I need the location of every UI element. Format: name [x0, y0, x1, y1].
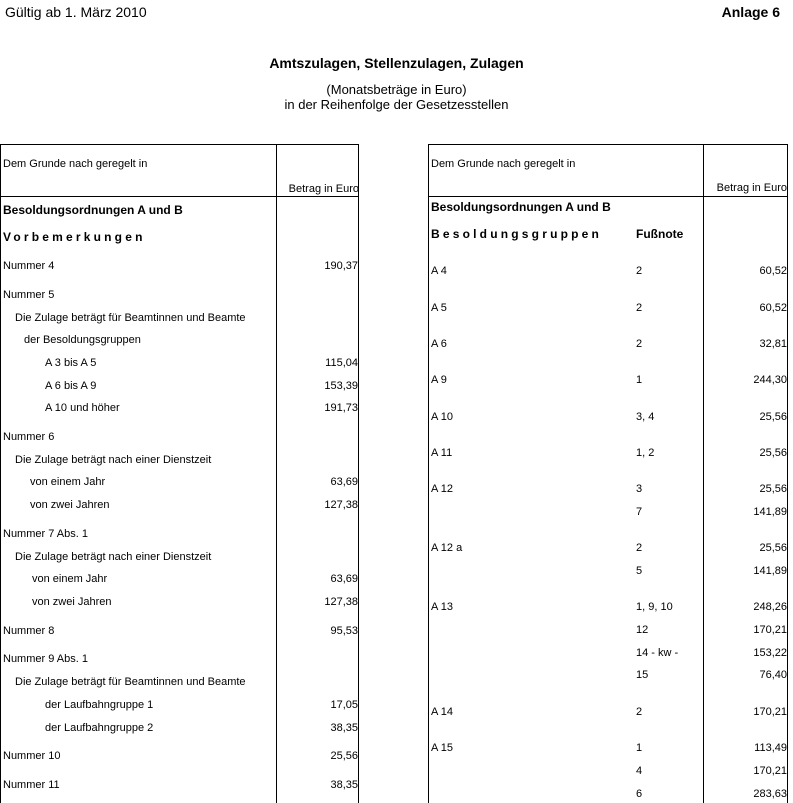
left-row-amount: 38,35 — [330, 722, 358, 734]
right-row-footnote: 6 — [636, 788, 643, 800]
left-row-label: von zwei Jahren — [30, 499, 110, 511]
left-section-title: Besoldungsordnungen A und B — [3, 203, 183, 217]
right-row-amount: 32,81 — [759, 338, 787, 350]
right-row-amount: 25,56 — [759, 447, 787, 459]
left-row-label: Die Zulage beträgt für Beamtinnen und Beamte — [15, 312, 246, 324]
left-row-amount: 115,04 — [325, 357, 358, 369]
right-row-footnote: 14 - kw - — [636, 647, 679, 659]
left-row-amount: 63,69 — [330, 573, 358, 585]
right-row-group: A 9 — [431, 374, 447, 386]
left-row-amount: 25,56 — [330, 750, 358, 762]
right-row-footnote: 12 — [636, 624, 649, 636]
right-row-amount: 25,56 — [759, 483, 787, 495]
left-row-amount: 127,38 — [324, 499, 358, 511]
right-row-amount: 25,56 — [759, 411, 787, 423]
left-row-amount: 190,37 — [324, 260, 358, 272]
left-row-amount: 95,53 — [330, 625, 358, 637]
left-row-label: Nummer 11 — [3, 779, 60, 791]
annex-label: Anlage 6 — [721, 4, 780, 20]
right-row-footnote: 1 — [636, 742, 643, 754]
right-row-amount: 170,21 — [753, 765, 787, 777]
right-row-amount: 60,52 — [759, 302, 787, 314]
left-row-amount: 127,38 — [324, 596, 358, 608]
right-amount-header: Betrag in Euro — [716, 182, 787, 194]
right-row-footnote: 5 — [636, 565, 643, 577]
right-row-footnote: 4 — [636, 765, 643, 777]
right-row-group: A 13 — [431, 601, 454, 613]
right-row-footnote: 15 — [636, 669, 649, 681]
left-row-amount: 191,73 — [324, 402, 358, 414]
left-row-label: der Besoldungsgruppen — [24, 334, 141, 346]
right-row-footnote: 1 — [636, 374, 643, 386]
right-row-amount: 141,89 — [753, 565, 787, 577]
left-row-label: Nummer 8 — [3, 625, 55, 637]
left-row-label: der Laufbahngruppe 2 — [45, 722, 154, 734]
right-row-footnote: 3, 4 — [636, 411, 655, 423]
right-row-footnote: 1, 2 — [636, 447, 655, 459]
left-row-label: von einem Jahr — [30, 476, 106, 488]
left-row-amount: 63,69 — [330, 476, 358, 488]
right-row-group: A 12 a — [431, 542, 463, 554]
left-row-label: Die Zulage beträgt für Beamtinnen und Beamte — [15, 676, 246, 688]
page-title: Amtszulagen, Stellenzulagen, Zulagen — [269, 55, 524, 71]
right-row-footnote: 2 — [636, 265, 643, 277]
right-row-group: A 4 — [431, 265, 447, 277]
right-row-amount: 153,22 — [753, 647, 787, 659]
right-row-footnote: 7 — [636, 506, 643, 518]
left-row-label: Nummer 7 Abs. 1 — [3, 528, 88, 540]
right-row-amount: 25,56 — [759, 542, 787, 554]
right-row-group: A 11 — [431, 447, 453, 459]
right-section-title: Besoldungsordnungen A und B — [431, 200, 611, 214]
right-col-header: Dem Grunde nach geregelt in — [431, 158, 576, 170]
right-row-group: A 12 — [431, 483, 454, 495]
right-row-footnote: 2 — [636, 542, 643, 554]
right-row-group: A 5 — [431, 302, 447, 314]
left-section-subtitle: Vorbemerkungen — [3, 230, 146, 244]
left-row-label: von einem Jahr — [32, 573, 108, 585]
left-row-label: von zwei Jahren — [32, 596, 112, 608]
left-row-amount: 17,05 — [330, 699, 358, 711]
left-row-amount: 38,35 — [330, 779, 358, 791]
left-row-label: A 3 bis A 5 — [45, 357, 97, 369]
right-row-amount: 76,40 — [759, 669, 787, 681]
left-col-header: Dem Grunde nach geregelt in — [3, 158, 148, 170]
right-row-group: A 15 — [431, 742, 454, 754]
left-row-label: Die Zulage beträgt nach einer Dienstzeit — [15, 551, 212, 563]
right-row-group: A 14 — [431, 706, 454, 718]
left-row-label: Nummer 6 — [3, 431, 55, 443]
left-row-label: A 6 bis A 9 — [45, 380, 97, 392]
left-amount-header: Betrag in Euro — [288, 183, 359, 195]
page-subtitle-1: (Monatsbeträge in Euro) — [326, 82, 467, 97]
right-row-amount: 170,21 — [753, 706, 787, 718]
right-row-footnote: 1, 9, 10 — [636, 601, 673, 613]
right-row-group: A 10 — [431, 411, 454, 423]
right-row-amount: 141,89 — [753, 506, 787, 518]
left-row-label: Die Zulage beträgt nach einer Dienstzeit — [15, 454, 212, 466]
right-row-amount: 113,49 — [754, 742, 787, 754]
left-row-label: Nummer 5 — [3, 289, 55, 301]
right-footnote-header: Fußnote — [636, 227, 684, 241]
right-row-amount: 170,21 — [753, 624, 787, 636]
right-row-amount: 283,63 — [753, 788, 787, 800]
right-row-amount: 248,26 — [753, 601, 787, 613]
right-row-amount: 244,30 — [753, 374, 787, 386]
left-row-label: der Laufbahngruppe 1 — [45, 699, 154, 711]
right-row-footnote: 3 — [636, 483, 643, 495]
left-row-label: Nummer 10 — [3, 750, 61, 762]
left-row-label: Nummer 4 — [3, 260, 55, 272]
right-row-amount: 60,52 — [759, 265, 787, 277]
valid-from-label: Gültig ab 1. März 2010 — [5, 4, 147, 20]
right-group-header: Besoldungsgruppen — [431, 227, 603, 241]
left-row-amount: 153,39 — [324, 380, 358, 392]
right-row-group: A 6 — [431, 338, 447, 350]
right-row-footnote: 2 — [636, 302, 643, 314]
page-subtitle-2: in der Reihenfolge der Gesetzesstellen — [284, 97, 509, 112]
right-row-footnote: 2 — [636, 706, 643, 718]
left-row-label: Nummer 9 Abs. 1 — [3, 653, 88, 665]
right-row-footnote: 2 — [636, 338, 643, 350]
left-row-label: A 10 und höher — [45, 402, 120, 414]
